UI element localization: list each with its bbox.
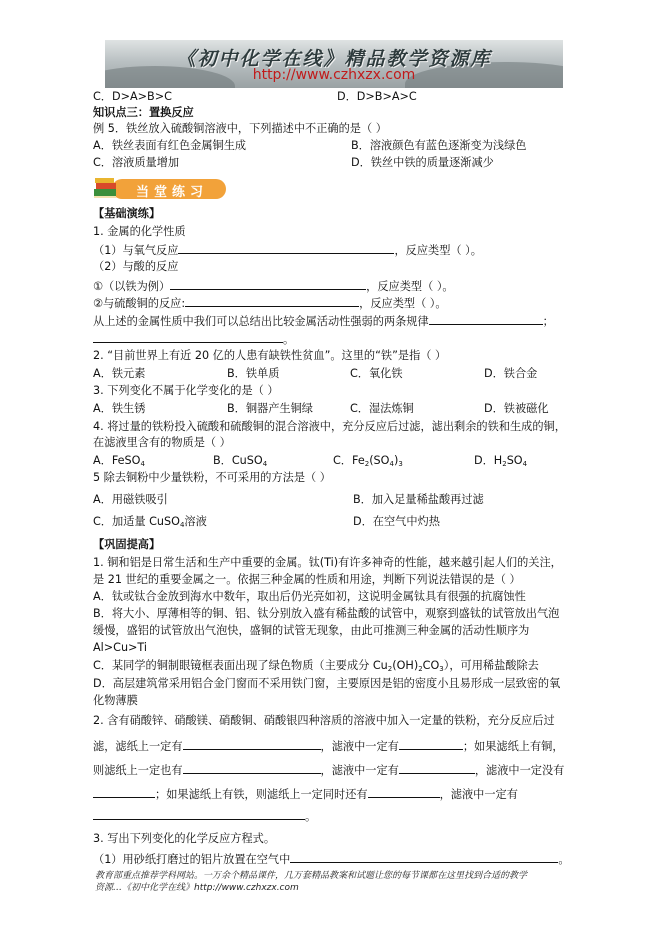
part-label: ①（以铁为例） xyxy=(93,280,171,293)
option-b: B．将大小、厚薄相等的铜、铝、钛分别放入盛有稀盐酸的试管中，观察到盛钛的试管放出气泡 xyxy=(93,607,560,620)
option-text: CO xyxy=(422,659,440,672)
part-label: ②与硫酸铜的反应: xyxy=(93,297,186,310)
reaction-type-label: ，反应类型（ ）。 xyxy=(366,280,454,293)
option-d xyxy=(474,454,527,471)
reaction-type-label: ，反应类型（ ）。 xyxy=(359,297,447,310)
option-c xyxy=(333,454,403,471)
answer-blank[interactable] xyxy=(290,851,558,863)
subsection-heading: 【巩固提高】 xyxy=(93,538,161,551)
option-text: SO xyxy=(506,454,523,467)
option-d: D．铁丝中铁的质量逐渐减少 xyxy=(351,156,494,169)
question-stem: 4. 将过量的铁粉投入硫酸和硫酸铜的混合溶液中，充分反应后过滤，滤出剩余的铁和生成的铜， xyxy=(93,420,566,433)
option-text: D．H xyxy=(474,454,503,467)
question-stem-cont: 是 21 世纪的重要金属之一。依据三种金属的性质和用途，判断下列说法错误的是（ ） xyxy=(93,573,521,586)
option-text: (SO xyxy=(369,454,390,467)
question-stem-cont: 在滤液里含有的物质是（ ） xyxy=(93,436,231,449)
question-stem: 例 5．铁丝放入硫酸铜溶液中，下列描述中不正确的是（ ） xyxy=(93,122,387,135)
conclusion-text: 从上述的金属性质中我们可以总结出比较金属活动性强弱的两条规律 xyxy=(93,315,429,328)
option-d: D．高层建筑常采用铝合金门窗而不采用铁门窗，主要原因是铝的密度小且易形成一层致密的氧 xyxy=(93,677,561,690)
question-line xyxy=(93,331,294,347)
question-stem: 2. “目前世界上有近 20 亿的人患有缺铁性贫血”。这里的“铁”是指（ ） xyxy=(93,349,447,362)
option-a: A．铁丝表面有红色金属铜生成 xyxy=(93,139,247,152)
badge-label: 当堂练习 xyxy=(136,185,209,200)
option-text: C．某同学的铜制眼镜框表面出现了绿色物质（主要成分 Cu xyxy=(93,659,388,672)
question-stem: 1. 铜和铝是日常生活和生产中重要的金属。钛(Ti)有许多神奇的性能，越来越引起人们的关注， xyxy=(93,556,562,569)
option-b: B．铜器产生铜绿 xyxy=(227,402,313,415)
fill-text: ，滤液中一定有 xyxy=(439,788,518,801)
option-c: C．氧化铁 xyxy=(350,367,403,380)
punctuation: 。 xyxy=(558,853,570,866)
part-label: （1）用砂纸打磨过的铝片放置在空气中 xyxy=(93,853,291,866)
subscript: 2 xyxy=(364,460,370,468)
header-banner xyxy=(105,40,563,88)
subscript: 3 xyxy=(439,665,444,673)
option-b-cont: 缓慢，盛铝的试管放出气泡快，盛铜的试管无现象，由此可推测三种金属的活动性顺序为 xyxy=(93,624,530,637)
subscript: 3 xyxy=(398,460,403,468)
fill-text: ，滤液中一定有 xyxy=(320,764,399,777)
question-stem: 3. 写出下列变化的化学反应方程式。 xyxy=(93,832,276,845)
option-b: B．加入足量稀盐酸再过滤 xyxy=(353,493,484,506)
option-c: C．湿法炼铜 xyxy=(350,402,414,415)
answer-blank[interactable] xyxy=(93,808,305,820)
fill-text: 滤，滤纸上一定有 xyxy=(93,740,183,753)
option-text: A．FeSO xyxy=(93,454,141,467)
question-line xyxy=(93,851,570,867)
subscript: 2 xyxy=(387,665,393,673)
answer-blank[interactable] xyxy=(185,295,359,307)
option-d: D．D>B>A>C xyxy=(337,90,417,103)
question-line xyxy=(93,762,564,778)
option-text: C．Fe xyxy=(333,454,365,467)
question-line xyxy=(93,313,554,329)
footer-line: 资源…《初中化学在线》http://www.czhxzx.com xyxy=(95,883,299,893)
option-d: D．铁被磁化 xyxy=(484,402,549,415)
option-b: B．铁单质 xyxy=(227,367,280,380)
option-b-cont: Al>Cu>Ti xyxy=(93,641,148,654)
option-c: C．D>A>B>C xyxy=(93,90,172,103)
question-stem: 3. 下列变化不属于化学变化的是（ ） xyxy=(93,384,279,397)
subscript: 4 xyxy=(522,460,528,468)
question-line xyxy=(93,738,564,754)
answer-blank[interactable] xyxy=(170,278,366,290)
option-text: B．CuSO xyxy=(213,454,263,467)
answer-blank[interactable] xyxy=(429,313,543,325)
option-a: A．钛或钛合金放到海水中数年，取出后仍光亮如初，这说明金属钛具有很强的抗腐蚀性 xyxy=(93,590,526,603)
fill-text: ；如果滤纸上有铁，则滤纸上一定同时还有 xyxy=(155,788,368,801)
option-a xyxy=(93,454,145,471)
answer-blank[interactable] xyxy=(93,331,283,343)
page-footer xyxy=(95,870,527,894)
option-text: ) xyxy=(393,454,399,467)
question-line xyxy=(93,786,518,802)
option-d: D．在空气中灼热 xyxy=(353,515,440,528)
question-line xyxy=(93,242,482,258)
option-c: C．溶液质量增加 xyxy=(93,156,180,169)
option-a: A．铁元素 xyxy=(93,367,146,380)
subscript: 4 xyxy=(179,521,185,529)
footer-line: 教育部重点推荐学科网站。一万余个精品课件，几万套精品教案和试题让您的每节课都在这里找到合适的教学 xyxy=(95,871,528,881)
banner-url[interactable]: http://www.czhxzx.com xyxy=(252,67,416,83)
answer-blank[interactable] xyxy=(183,762,321,774)
question-stem: 2. 含有硝酸锌、硝酸镁、硝酸铜、硝酸银四种溶质的溶液中加入一定量的铁粉，充分反应后过 xyxy=(93,714,555,727)
option-text: 溶液 xyxy=(184,515,207,528)
answer-blank[interactable] xyxy=(368,786,440,798)
punctuation: 。 xyxy=(283,333,295,346)
option-text: ），可用稀盐酸除去 xyxy=(443,659,539,672)
reaction-type-label: ，反应类型（ ）。 xyxy=(394,244,482,257)
question-line xyxy=(93,278,454,294)
option-d: D．铁合金 xyxy=(484,367,538,380)
fill-text: ，滤液中一定没有 xyxy=(474,764,565,777)
question-line xyxy=(93,295,447,311)
subscript: 4 xyxy=(389,460,394,468)
subscript: 4 xyxy=(262,460,268,468)
part-label: （2）与酸的反应 xyxy=(93,260,179,273)
subscript: 2 xyxy=(418,665,423,673)
answer-blank[interactable] xyxy=(178,242,394,254)
fill-text: ；如果滤纸上有铜， xyxy=(462,740,564,753)
answer-blank[interactable] xyxy=(183,738,321,750)
option-a: A．用磁铁吸引 xyxy=(93,493,168,506)
option-c xyxy=(93,659,539,676)
answer-blank[interactable] xyxy=(399,738,463,750)
option-text: C．加适量 CuSO xyxy=(93,515,180,528)
option-b: B．溶液颜色有蓝色逐渐变为浅绿色 xyxy=(351,139,527,152)
answer-blank[interactable] xyxy=(93,786,155,798)
punctuation: 。 xyxy=(305,810,317,823)
option-c xyxy=(93,515,207,532)
option-text: (OH) xyxy=(392,659,419,672)
fill-text: ，滤液中一定有 xyxy=(320,740,399,753)
option-b xyxy=(213,454,267,471)
option-a: A．铁生锈 xyxy=(93,402,146,415)
section-heading: 知识点三：置换反应 xyxy=(93,106,194,119)
option-d-cont: 化物薄膜 xyxy=(93,694,138,707)
banner-title: 《初中化学在线》精品教学资源库 xyxy=(176,48,492,70)
subsection-heading: 【基础演练】 xyxy=(93,207,161,220)
fill-text: 则滤纸上一定也有 xyxy=(93,764,183,777)
part-label: （1）与氧气反应 xyxy=(93,244,179,257)
punctuation: ； xyxy=(542,315,554,328)
subscript: 2 xyxy=(502,460,507,468)
question-line xyxy=(93,808,316,824)
question-title: 1. 金属的化学性质 xyxy=(93,225,186,238)
answer-blank[interactable] xyxy=(399,762,475,774)
books-icon xyxy=(92,175,120,201)
question-stem: 5 除去铜粉中少量铁粉，不可采用的方法是（ ） xyxy=(93,471,331,484)
subscript: 4 xyxy=(140,460,145,468)
practice-badge xyxy=(92,175,228,201)
